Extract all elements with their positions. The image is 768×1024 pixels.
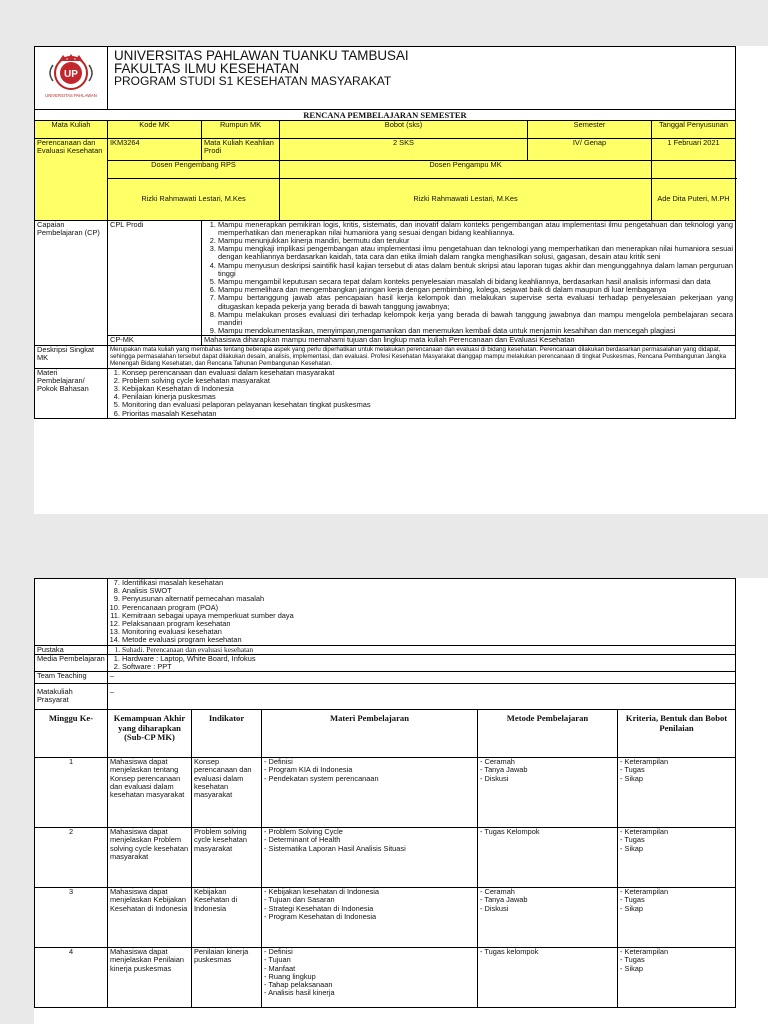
week-number: 4 — [35, 948, 108, 1008]
metode-list — [480, 948, 615, 956]
schedule-row — [35, 948, 736, 1008]
materi-item: 2. Problem solving cycle kesehatan masyarakat — [122, 377, 733, 385]
label-rumpun-mk: Rumpun MK — [202, 121, 280, 139]
th-minggu: Minggu Ke- — [35, 710, 108, 758]
materi-item: 10. Perencanaan program (POA) — [122, 604, 733, 612]
cpl-item: 5. Mampu mengambil keputusan secara tepat dalam konteks penyelesaian masalah di bidang keahliannya, berdasarkan hasil analisis informasi dan data — [218, 278, 733, 286]
value-tanggal: 1 Februari 2021 — [652, 139, 736, 161]
label-dosen-rps: Dosen Pengembang RPS — [108, 161, 280, 178]
materi-label: Materi Pembelajaran/ Pokok Bahasan — [35, 368, 108, 418]
indikator-cell: Problem solving cycle kesehatan masyarakat — [192, 828, 262, 888]
cpl-item: 2. Mampu menunjukkan kinerja mandiri, bermutu dan terukur — [218, 237, 733, 245]
metode-list — [480, 758, 615, 783]
document-page-2 — [34, 578, 768, 1024]
logo-cell — [35, 47, 108, 110]
kriteria-cell — [618, 758, 736, 828]
materi-item: 1. Konsep perencanaan dan evaluasi dalam kesehatan masyarakat — [122, 369, 733, 377]
kriteria-item: - Tugas — [620, 835, 645, 845]
th-kemampuan: Kemampuan Akhir yang diharapkan (Sub-CP MK) — [108, 710, 192, 758]
metode-cell — [478, 948, 618, 1008]
cpl-item: 9. Mampu mendokumentasikan, menyimpan,mengamankan dan menemukan kembali data untuk menjamin kesahihan dan mencegah plagiasi — [218, 327, 733, 335]
kriteria-item: - Keterampilan — [620, 827, 669, 837]
week-number: 2 — [35, 828, 108, 888]
materi-item: 3. Kebijakan Kesehatan di Indonesia — [122, 385, 733, 393]
cpl-item: 8. Mampu melakukan proses evaluasi diri terhadap kelompok kerja yang berada di bawah tanggung jawabnya dan mampu mengelola pembelajaran secara mandiri — [218, 311, 733, 327]
kriteria-list — [620, 948, 733, 973]
materi-item: - Pendekatan system perencanaan — [264, 773, 379, 783]
materi-item: - Problem Solving Cycle — [264, 827, 343, 837]
team-value: – — [108, 672, 736, 684]
media-item: 2. Software : PPT — [122, 663, 733, 671]
cpl-label: CPL Prodi — [108, 220, 202, 336]
institution-header — [108, 47, 736, 110]
kemampuan-cell: Mahasiswa dapat menjelaskan Kebijakan Kesehatan di Indonesia — [108, 888, 192, 948]
deskripsi-text: Merupakan mata kuliah yang membahas tentang beberapa aspek yang perlu diperhatikan untuk melakukan perencanaan dan evaluasi di bidang kesehatan. Perencanaan dilakukan berdasarkan permasalahan yang didapat, sehingga permasalahan tersebut dapat dilakukan desain, analisis, implementasi, dan evaluasi. Profesi Kesehatan Masyarakat dianggap mampu melakukan perencanaan di tingkat Puskesmas, Rencana Pembangunan Jangka Menengah Bidang Kesehatan, dan Rencana Tahunan Pembangunan Kesehatan. — [108, 345, 736, 368]
dosen-rps: Rizki Rahmawati Lestari, M.Kes — [108, 178, 280, 220]
metode-list — [480, 828, 615, 836]
materi-item: - Analisis hasil kinerja — [264, 988, 335, 998]
metode-item: - Ceramah — [480, 757, 515, 767]
pustaka-list — [110, 646, 733, 654]
week-number: 1 — [35, 758, 108, 828]
value-semester: IV/ Genap — [528, 139, 652, 161]
deskripsi-label: Deskripsi Singkat MK — [35, 345, 108, 368]
prasyarat-value: – — [108, 684, 736, 710]
materi-item: - Program KIA di Indonesia — [264, 765, 353, 775]
materi-item: - Ruang lingkup — [264, 971, 316, 981]
materi-item: 8. Analisis SWOT — [122, 587, 733, 595]
label-ketua-prodi-cell — [652, 161, 736, 178]
materi-item: - Definisi — [264, 757, 293, 767]
logo-initials: UP — [64, 69, 78, 80]
media-label: Media Pembelajaran — [35, 654, 108, 671]
materi-cell — [262, 888, 478, 948]
value-kode-mk: IKM3264 — [108, 139, 202, 161]
metode-item: - Diskusi — [480, 903, 509, 913]
th-kriteria: Kriteria, Bentuk dan Bobot Penilaian — [618, 710, 736, 758]
materi-continued-label — [35, 579, 108, 646]
label-tanggal: Tanggal Penyusunan — [652, 121, 736, 139]
kriteria-item: - Sikap — [620, 773, 644, 783]
metode-cell — [478, 888, 618, 948]
materi-item: 4. Penilaian kinerja puskesmas — [122, 393, 733, 401]
metode-item: - Tanya Jawab — [480, 895, 528, 905]
indikator-cell: Kebijakan Kesehatan di Indonesia — [192, 888, 262, 948]
materi-cell — [262, 828, 478, 888]
materi-item: 14. Metode evaluasi program kesehatan — [122, 636, 733, 644]
media-cell — [108, 654, 736, 671]
metode-list — [480, 888, 615, 913]
media-item: 1. Hardware : Laptop, White Board, Infokus — [122, 655, 733, 663]
materi-list — [264, 828, 475, 853]
materi-list-continued — [110, 579, 733, 645]
kriteria-cell — [618, 948, 736, 1008]
materi-item: - Sistematika Laporan Hasil Analisis Situasi — [264, 843, 406, 853]
kriteria-item: - Tugas — [620, 955, 645, 965]
label-semester: Semester — [528, 121, 652, 139]
kemampuan-cell: Mahasiswa dapat menjelaskan Penilaian kinerja puskesmas — [108, 948, 192, 1008]
schedule-row — [35, 758, 736, 828]
materi-item: - Tahap pelaksanaan — [264, 980, 333, 990]
label-kode-mk: Kode MK — [108, 121, 202, 139]
pustaka-item: 1. Suhadi. Perencanaan dan evaluasi kesehatan — [122, 646, 733, 654]
materi-list — [264, 888, 475, 921]
metode-cell — [478, 758, 618, 828]
rps-continuation-table — [34, 578, 736, 1008]
kriteria-list — [620, 758, 733, 783]
metode-cell — [478, 828, 618, 888]
metode-item: - Ceramah — [480, 887, 515, 897]
program-name: PROGRAM STUDI S1 KESEHATAN MASYARAKAT — [114, 74, 392, 88]
dosen-pengampu: Rizki Rahmawati Lestari, M.Kes — [280, 178, 652, 220]
cpl-item: 4. Mampu menyusun deskripsi saintifik hasil kajian tersebut di atas dalam bentuk skripsi atau laporan tugas akhir dan mengunggahnya dalam laman perguruan tinggi — [218, 262, 733, 278]
materi-cell — [262, 948, 478, 1008]
materi-item: 7. Identifikasi masalah kesehatan — [122, 579, 733, 587]
materi-item: - Manfaat — [264, 963, 296, 973]
kriteria-list — [620, 828, 733, 853]
materi-item: - Determinant of Health — [264, 835, 341, 845]
kriteria-item: - Sikap — [620, 843, 644, 853]
label-dosen-pengampu: Dosen Pengampu MK — [280, 161, 652, 178]
kriteria-cell — [618, 828, 736, 888]
ketua-prodi: Ade Dita Puteri, M.PH — [652, 178, 736, 220]
cpl-list-cell — [202, 220, 736, 336]
th-indikator: Indikator — [192, 710, 262, 758]
materi-item: - Definisi — [264, 947, 293, 957]
cpl-item: 3. Mampu mengkaji implikasi pengembangan atau implementasi ilmu pengetahuan dan teknologi yang memperhatikan dan menerapkan nilai humaniora sesuai dengan keahliannya berdasarkan kaidah, tata cara dan etika ilmiah dalam rangka menghasilkan solusi, gagasan, desain atau kritik seni — [218, 245, 733, 261]
materi-item: 5. Monitoring dan evaluasi pelaporan pelayanan kesehatan tingkat puskesmas — [122, 401, 733, 409]
kriteria-item: - Keterampilan — [620, 757, 669, 767]
schedule-row — [35, 828, 736, 888]
cpl-item: 6. Mampu memelihara dan mengembangkan jaringan kerja dengan pembimbing, kolega, sejawat baik di dalam maupun di luar lembaganya — [218, 286, 733, 294]
kriteria-item: - Sikap — [620, 963, 644, 973]
materi-item: 9. Penyusunan alternatif pemecahan masalah — [122, 595, 733, 603]
materi-list-cell — [108, 368, 736, 418]
kriteria-list — [620, 888, 733, 913]
kriteria-item: - Keterampilan — [620, 947, 669, 957]
value-mata-kuliah: Perencanaan dan Evaluasi Kesehatan — [35, 139, 108, 220]
cpmk-label: CP-MK — [108, 336, 202, 345]
materi-item: - Tujuan dan Sasaran — [264, 895, 335, 905]
week-number: 3 — [35, 888, 108, 948]
metode-item: - Tanya Jawab — [480, 765, 528, 775]
university-name: UNIVERSITAS PAHLAWAN TUANKU TAMBUSAI — [114, 48, 409, 63]
kemampuan-cell: Mahasiswa dapat menjelaskan Problem solving cycle kesehatan masyarakat — [108, 828, 192, 888]
materi-item: 11. Kemitraan sebagai upaya memperkuat sumber daya — [122, 612, 733, 620]
kriteria-item: - Sikap — [620, 903, 644, 913]
pustaka-label: Pustaka — [35, 645, 108, 654]
th-metode: Metode Pembelajaran — [478, 710, 618, 758]
team-label: Team Teaching — [35, 672, 108, 684]
document-title: RENCANA PEMBELAJARAN SEMESTER — [35, 110, 736, 121]
university-logo — [39, 51, 103, 103]
metode-item: - Tugas Kelompok — [480, 827, 540, 837]
metode-item: - Tugas kelompok — [480, 947, 539, 957]
cpl-list — [204, 221, 733, 336]
materi-item: 13. Monitoring evaluasi kesehatan — [122, 628, 733, 636]
faculty-name: FAKULTAS ILMU KESEHATAN — [114, 61, 300, 76]
metode-item: - Diskusi — [480, 773, 509, 783]
materi-item: 6. Prioritas masalah Kesehatan — [122, 410, 733, 418]
kriteria-item: - Tugas — [620, 895, 645, 905]
materi-item: - Tujuan — [264, 955, 291, 965]
kriteria-item: - Keterampilan — [620, 887, 669, 897]
cpl-item: 1. Mampu menerapkan pemikiran logis, kritis, sistematis, dan inovatif dalam konteks pengembangan atau implementasi ilmu pengetahuan dan teknologi yang memperhatikan dan menerapkan nilai humaniora yang sesuai dengan bidang keahliannya. — [218, 221, 733, 237]
materi-list — [110, 369, 733, 418]
materi-item: 12. Pelaksanaan program kesehatan — [122, 620, 733, 628]
document-page-1 — [34, 46, 768, 514]
materi-cell — [262, 758, 478, 828]
materi-list — [264, 758, 475, 783]
kriteria-item: - Tugas — [620, 765, 645, 775]
indikator-cell: Konsep perencanaan dan evaluasi dalam kesehatan masyarakat — [192, 758, 262, 828]
pustaka-cell — [108, 645, 736, 654]
kemampuan-cell: Mahasiswa dapat menjelaskan tentang Konsep perencanaan dan evaluasi dalam kesehatan masyarakat — [108, 758, 192, 828]
materi-list — [264, 948, 475, 997]
materi-item: - Strategi Kesehatan di Indonesia — [264, 903, 374, 913]
label-bobot: Bobot (sks) — [280, 121, 528, 139]
logo-text: UNIVERSITAS PAHLAWAN — [45, 93, 97, 98]
value-rumpun-mk: Mata Kuliah Keahlian Prodi — [202, 139, 280, 161]
value-bobot: 2 SKS — [280, 139, 528, 161]
kriteria-cell — [618, 888, 736, 948]
cpl-item: 7. Mampu bertanggung jawab atas pencapaian hasil kerja kelompok dan melakukan supervise serta evaluasi terhadap penyelesaian pekerjaan yang ditugaskan kepada pekerja yang berada di bawah tanggung jawabnya; — [218, 294, 733, 310]
media-list — [110, 655, 733, 671]
materi-item: - Program Kesehatan di Indonesia — [264, 911, 377, 921]
materi-item: - Kebijakan kesehatan di Indonesia — [264, 887, 380, 897]
cp-label: Capaian Pembelajaran (CP) — [35, 220, 108, 345]
rps-header-table — [34, 46, 736, 419]
schedule-body — [35, 758, 736, 1008]
th-materi: Materi Pembelajaran — [262, 710, 478, 758]
cpmk-text: Mahasiswa diharapkan mampu memahami tujuan dan lingkup mata kuliah Perencanaan dan Evaluasi Kesehatan — [202, 336, 736, 345]
schedule-row — [35, 888, 736, 948]
materi-continued-cell — [108, 579, 736, 646]
prasyarat-label: Matakuliah Prasyarat — [35, 684, 108, 710]
indikator-cell: Penilaian kinerja puskesmas — [192, 948, 262, 1008]
label-mata-kuliah: Mata Kuliah — [35, 121, 108, 139]
